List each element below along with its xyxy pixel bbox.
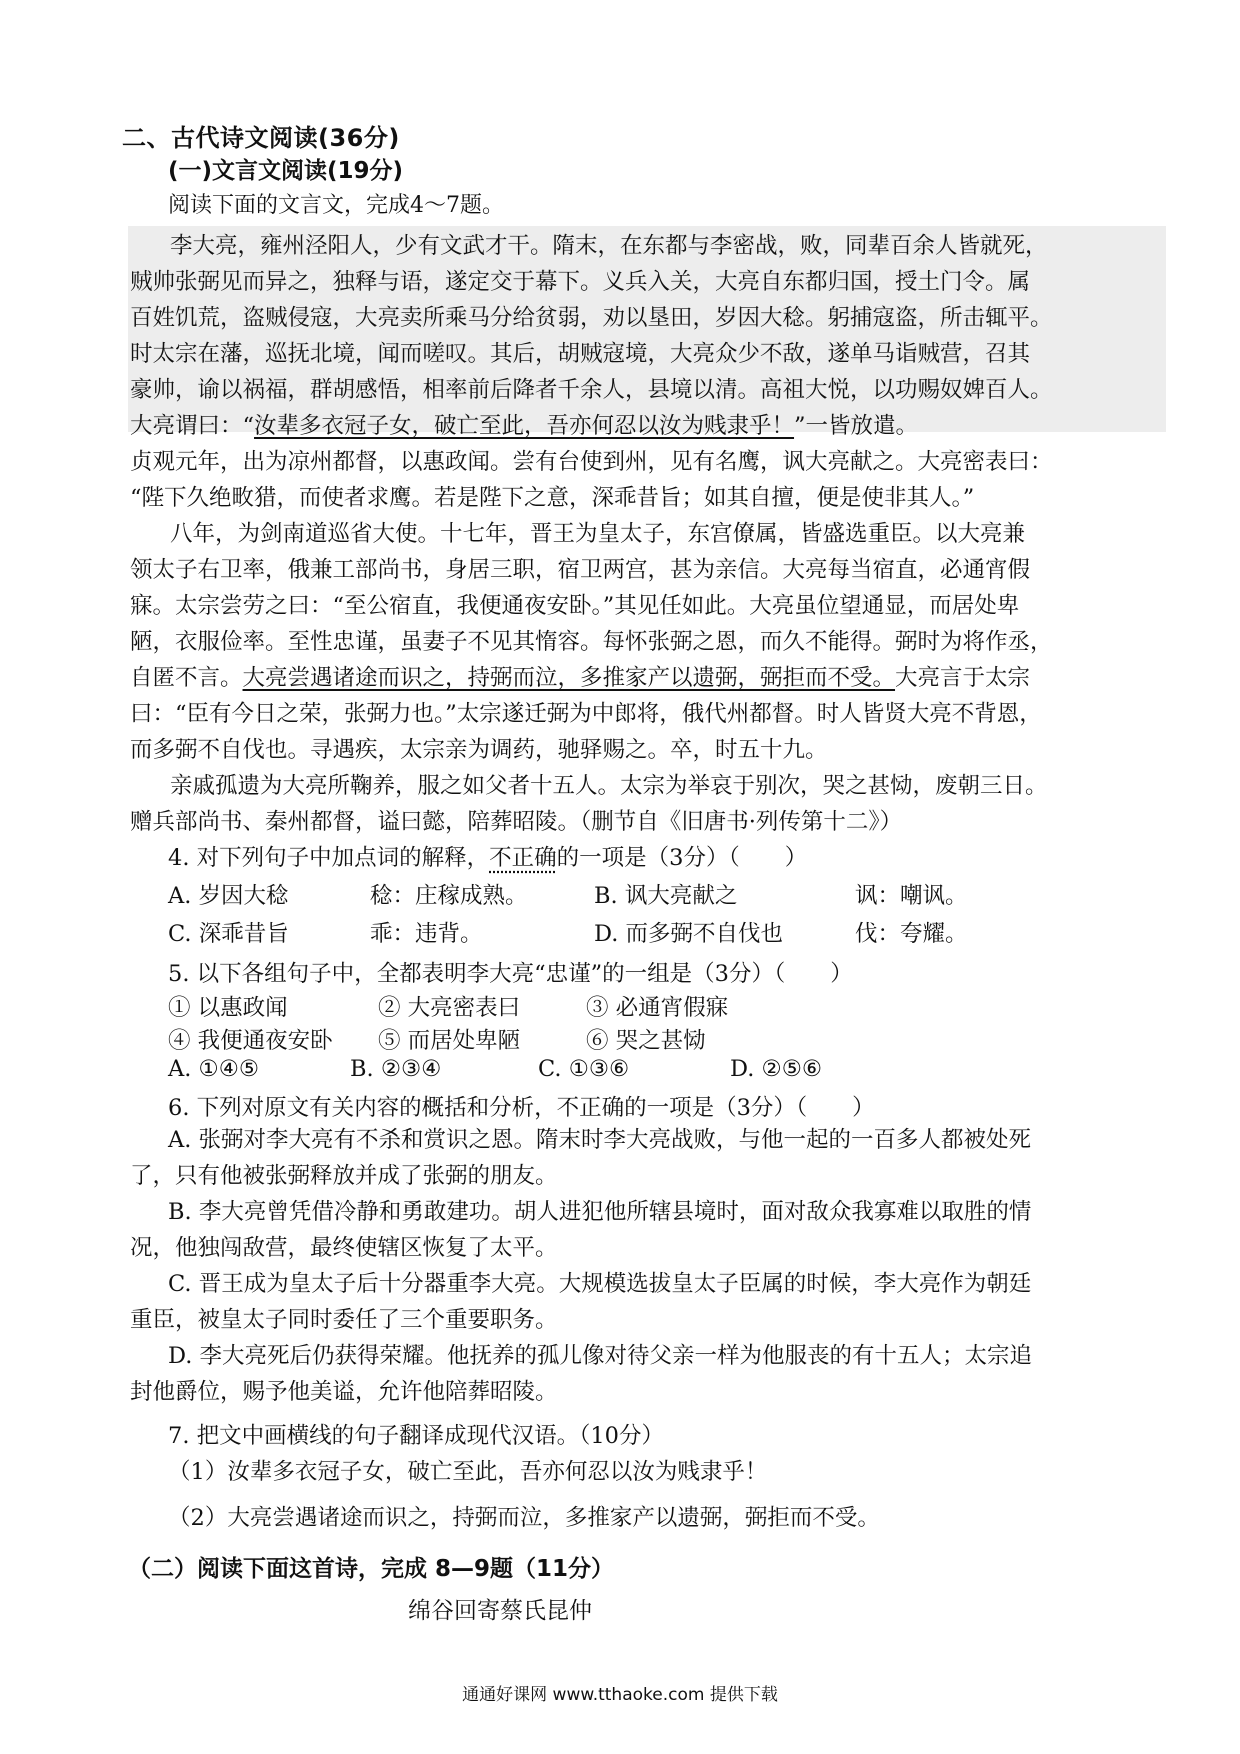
q5-item: ⑤ 而居处卑陋 xyxy=(378,1028,521,1054)
q5-item: ② 大亮密表曰 xyxy=(378,995,521,1021)
q6-option-d-line: D. 李大亮死后仍获得荣耀。他抚养的孤儿像对待父亲一样为他服丧的有十五人；太宗追 xyxy=(168,1343,1033,1369)
question-7-stem: 7. 把文中画横线的句子翻译成现代汉语。（10分） xyxy=(168,1423,665,1449)
subsection-title-classical: (一)文言文阅读(19分) xyxy=(168,158,404,184)
passage-text: 自匿不言。 xyxy=(130,665,243,691)
subsection-title-poem: （二）阅读下面这首诗，完成 8—9题（11分） xyxy=(128,1556,615,1582)
q6-option-a-line: 了，只有他被张弼释放并成了张弼的朋友。 xyxy=(130,1163,558,1189)
poem-title: 绵谷回寄蔡氏昆仲 xyxy=(408,1598,592,1624)
q4-option-b: B. 讽大亮献之 xyxy=(594,883,738,909)
q4-option-c: C. 深乖昔旨 xyxy=(168,921,289,947)
q4-option-c-gloss: 乖：违背。 xyxy=(370,921,483,947)
reading-instruction: 阅读下面的文言文，完成4～7题。 xyxy=(168,193,504,218)
q6-option-c-line: 重臣，被皇太子同时委任了三个重要职务。 xyxy=(130,1307,558,1333)
q6-options xyxy=(130,1122,1170,1410)
q4-option-d-gloss: 伐：夸耀。 xyxy=(855,921,968,947)
q5-item: ⑥ 哭之甚恸 xyxy=(586,1028,706,1054)
passage-text: ”一皆放遣。 xyxy=(794,413,919,439)
passage-line: 百姓饥荒，盗贼侵寇，大亮卖所乘马分给贫弱，劝以垦田，岁因大稔。躬捕寇盗，所击辄平。 xyxy=(130,305,1053,331)
page-footer: 通通好课网 www.tthaoke.com 提供下载 xyxy=(462,1685,778,1705)
q7-sentence-1: （1）汝辈多衣冠子女，破亡至此，吾亦何忍以汝为贱隶乎！ xyxy=(168,1459,768,1485)
question-4-stem xyxy=(168,840,807,872)
underlined-sentence-2: 大亮尝遇诸途而识之，持弼而泣，多推家产以遗弼，弼拒而不受。 xyxy=(242,665,896,691)
passage-line: 赠兵部尚书、秦州都督，谥曰懿，陪葬昭陵。（删节自《旧唐书·列传第十二》） xyxy=(130,809,903,835)
passage-paragraph-2 xyxy=(130,444,1170,840)
q5-item: ④ 我便通夜安卧 xyxy=(168,1028,333,1054)
passage-text: 大亮谓曰：“ xyxy=(130,413,255,439)
q6-option-b-line: 况，他独闯敌营，最终使辖区恢复了太平。 xyxy=(130,1235,558,1261)
q5-option-d: D. ②⑤⑥ xyxy=(730,1056,823,1082)
q4-option-a: A. 岁因大稔 xyxy=(168,883,289,909)
passage-line: 领太子右卫率，俄兼工部尚书，身居三职，宿卫两宫，甚为亲信。大亮每当宿直，必通宵假 xyxy=(130,557,1031,583)
q4-option-a-gloss: 稔：庄稼成熟。 xyxy=(370,883,528,909)
question-6-stem: 6. 下列对原文有关内容的概括和分析，不正确的一项是（3分）（ ） xyxy=(168,1095,875,1121)
passage-line xyxy=(130,408,1170,444)
passage-line: 时太宗在藩，巡抚北境，闻而嗟叹。其后，胡贼寇境，大亮众少不敌，遂单马诣贼营，召其 xyxy=(130,341,1031,367)
q7-sentence-2: （2）大亮尝遇诸途而识之，持弼而泣，多推家产以遗弼，弼拒而不受。 xyxy=(168,1505,880,1531)
passage-line: 曰：“臣有今日之荣，张弼力也。”太宗遂迁弼为中郎将，俄代州都督。时人皆贤大亮不背恩， xyxy=(130,701,1042,727)
q6-option-d-line: 封他爵位，赐予他美谥，允许他陪葬昭陵。 xyxy=(130,1379,558,1405)
passage-line: 豪帅，谕以祸福，群胡感悟，相率前后降者千余人，县境以清。高祖大悦，以功赐奴婢百人。 xyxy=(130,377,1053,403)
underlined-sentence-1: 汝辈多衣冠子女，破亡至此，吾亦何忍以汝为贱隶乎！ xyxy=(254,413,795,439)
q6-option-c-line: C. 晋王成为皇太子后十分器重李大亮。大规模选拔皇太子臣属的时候，李大亮作为朝廷 xyxy=(168,1271,1032,1297)
q4-option-d: D. 而多弼不自伐也 xyxy=(594,921,784,947)
section-title: 二、古代诗文阅读(36分) xyxy=(122,124,400,152)
passage-line: 陋，衣服俭率。至性忠谨，虽妻子不见其惰容。每怀张弼之恩，而久不能得。弼时为将作丞， xyxy=(130,629,1053,655)
q4-stem-pre: 4. 对下列句子中加点词的解释， xyxy=(168,845,490,871)
q5-option-b: B. ②③④ xyxy=(350,1056,442,1082)
passage-line: 八年，为剑南道巡省大使。十七年，晋王为皇太子，东宫僚属，皆盛选重臣。以大亮兼 xyxy=(170,521,1026,547)
q5-option-c: C. ①③⑥ xyxy=(538,1056,630,1082)
q4-emphasis: 不正确 xyxy=(489,845,557,871)
q5-item: ③ 必通宵假寐 xyxy=(586,995,729,1021)
q4-stem-post: 的一项是（3分）（ ） xyxy=(556,845,808,871)
passage-line: 亲戚孤遗为大亮所鞠养，服之如父者十五人。太宗为举哀于别次，哭之甚恸，废朝三日。 xyxy=(170,773,1048,799)
passage-paragraph-1 xyxy=(130,228,1170,444)
passage-line xyxy=(130,660,1170,696)
q4-option-b-gloss: 讽：嘲讽。 xyxy=(855,883,968,909)
q6-option-b-line: B. 李大亮曾凭借冷静和勇敢建功。胡人进犯他所辖县境时，面对敌众我寡难以取胜的情 xyxy=(168,1199,1032,1225)
passage-line: 贼帅张弼见而异之，独释与语，遂定交于幕下。义兵入关，大亮自东都归国，授土门令。属 xyxy=(130,269,1031,295)
passage-text: 大亮言于太宗 xyxy=(895,665,1031,691)
passage-line: 而多弼不自伐也。寻遇疾，太宗亲为调药，驰驿赐之。卒，时五十九。 xyxy=(130,737,828,763)
q6-option-a-line: A. 张弼对李大亮有不杀和赏识之恩。隋末时李大亮战败，与他一起的一百多人都被处死 xyxy=(168,1127,1032,1153)
passage-line: 贞观元年，出为凉州都督，以惠政闻。尝有台使到州，见有名鹰，讽大亮献之。大亮密表曰： xyxy=(130,449,1053,475)
question-5-stem: 5. 以下各组句子中，全都表明李大亮“忠谨”的一组是（3分）（ ） xyxy=(168,961,853,987)
q5-item: ① 以惠政闻 xyxy=(168,995,288,1021)
passage-line: 李大亮，雍州泾阳人，少有文武才干。隋末，在东都与李密战，败，同辈百余人皆就死， xyxy=(170,233,1048,259)
q5-option-a: A. ①④⑤ xyxy=(168,1056,260,1082)
passage-line: “陛下久绝畋猎，而使者求鹰。若是陛下之意，深乖昔旨；如其自擅，便是使非其人。” xyxy=(130,485,975,511)
passage-line: 寐。太宗尝劳之曰：“至公宿直，我便通夜安卧。”其见任如此。大亮虽位望通显，而居处卑 xyxy=(130,593,1020,619)
